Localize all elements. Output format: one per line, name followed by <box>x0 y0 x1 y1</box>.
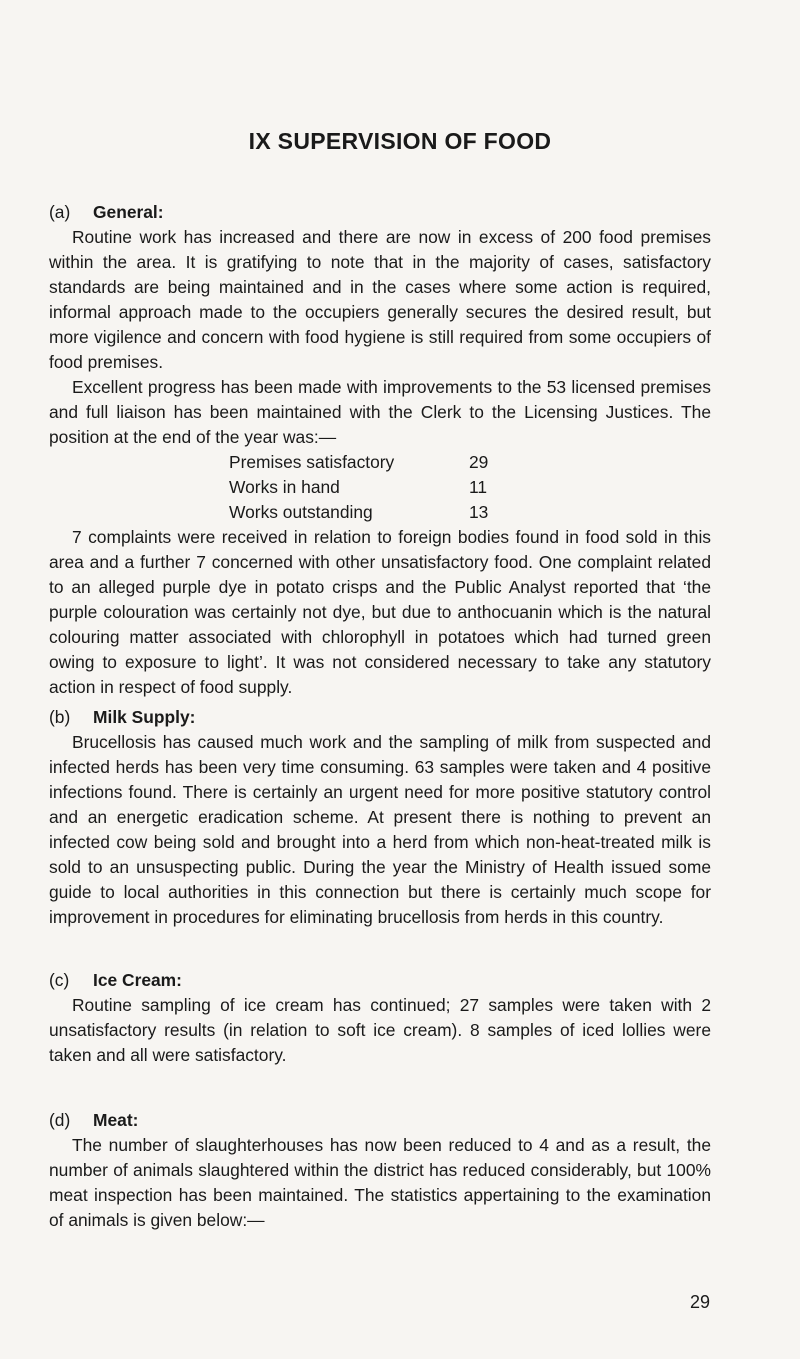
section-heading <box>49 705 711 730</box>
page-title: IX SUPERVISION OF FOOD <box>248 128 552 154</box>
page-number: 29 <box>689 1292 710 1312</box>
paragraph: The number of slaughterhouses has now been reduced to 4 and as a result, the number of animals slaughtered within the district has reduced considerably, but 100% meat inspection has been maintained. The statistics appertaining to the examination of animals is given below:— <box>49 1135 711 1230</box>
table-row <box>229 450 711 475</box>
section-title: General: <box>93 202 164 222</box>
section-heading <box>49 1108 711 1133</box>
row-label: Works in hand <box>229 477 340 497</box>
section-heading <box>49 968 711 993</box>
row-value: 11 <box>469 477 488 497</box>
section-meat <box>49 1108 711 1233</box>
section-label: (a) <box>49 202 71 222</box>
paragraph: Brucellosis has caused much work and the sampling of milk from suspected and infected herds has been very time consuming. 63 samples were taken and 4 positive infections found. There is certainly an urgent need for more positive statutory control and an energetic eradication scheme. At present there is nothing to prevent an infected cow being sold and brought into a herd from which non-heat-treated milk is sold to an unsuspecting public. During the year the Ministry of Health issued some guide to local authorities in this connection but there is certainly much scope for improvement in procedures for eliminating brucellosis from herds in this country. <box>49 732 711 927</box>
row-value: 29 <box>469 452 489 472</box>
section-milk-supply <box>49 705 711 930</box>
paragraph: Routine sampling of ice cream has continued; 27 samples were taken with 2 unsatisfactory results (in relation to soft ice cream). 8 samples of iced lollies were taken and all were satisfactory. <box>49 995 711 1065</box>
section-label: (d) <box>49 1110 71 1130</box>
paragraph: Routine work has increased and there are now in excess of 200 food premises within the area. It is gratifying to note that in the majority of cases, satisfactory standards are being maintained and in the cases where some action is required, informal approach made to the occupiers generally secures the desired result, but more vigilence and concern with food hygiene is still required from some occupiers of food premises. <box>49 227 711 372</box>
section-title: Milk Supply: <box>93 707 196 727</box>
section-label: (c) <box>49 970 70 990</box>
paragraph: Excellent progress has been made with improvements to the 53 licensed premises and full liaison has been maintained with the Clerk to the Licensing Justices. The position at the end of the year was:— <box>49 377 711 447</box>
row-label: Works outstanding <box>229 502 373 522</box>
row-value: 13 <box>469 502 489 522</box>
section-label: (b) <box>49 707 71 727</box>
section-title: Ice Cream: <box>93 970 182 990</box>
paragraph: 7 complaints were received in relation to foreign bodies found in food sold in this area and a further 7 concerned with other unsatisfactory food. One complaint related to an alleged purple dye in potato crisps and the Public Analyst reported that ‘the purple colouration was certainly not dye, but due to anthocuanin which is the natural colouring matter associated with chlorophyll in potatoes which had turned green owing to exposure to light’. It was not considered necessary to take any statutory action in respect of food supply. <box>49 527 711 697</box>
section-heading <box>49 200 711 225</box>
section-ice-cream <box>49 968 711 1068</box>
section-general <box>49 200 711 700</box>
section-title: Meat: <box>93 1110 139 1130</box>
row-label: Premises satisfactory <box>229 452 395 472</box>
table-row <box>229 475 711 500</box>
premises-table <box>229 450 711 525</box>
table-row <box>229 500 711 525</box>
